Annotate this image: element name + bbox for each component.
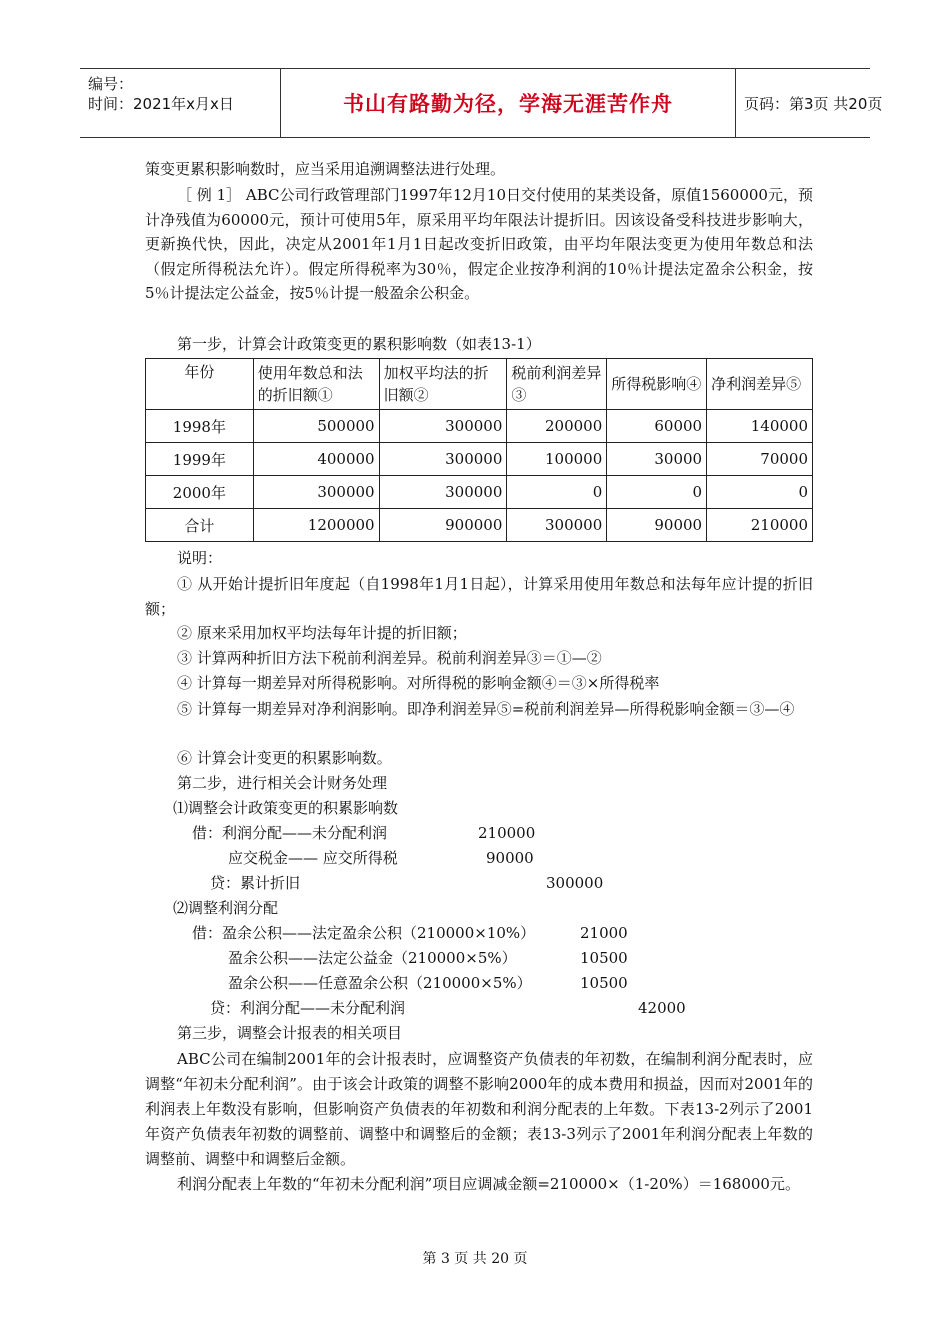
header-divider: [735, 69, 736, 137]
example-paragraph: ［ 例 1］ ABC公司行政管理部门1997年12月10日交付使用的某类设备，原值1560000元，预计净残值为60000元，预计可使用5年，原采用平均年限法计提折旧。因该设备受科技进步影响大，更新换代快，因此，决定从2001年1月1日起改变折旧政策，由平均年限法变更为使用年数总和法（假定所得税法允许）。假定所得税率为30％，假定企业按净利润的10％计提法定盈余公积金，按5％计提法定公益金，按5％计提一般盈余公积金。: [145, 186, 813, 302]
table-header-cell: 年份: [146, 359, 254, 410]
table-header-cell: 所得税影响④: [607, 359, 707, 410]
table-cell: 1999年: [146, 443, 254, 476]
journal-entry-label: 借：盈余公积——法定盈余公积（210000×10%）: [192, 924, 536, 942]
table-row: [146, 443, 813, 476]
table-cell: 300000: [253, 476, 379, 509]
note-item: ⑤ 计算每一期差异对净利润影响。即净利润差异⑤=税前利润差异—所得税影响金额＝③—④: [177, 700, 795, 718]
table-cell: 1998年: [146, 410, 254, 443]
page-footer: 第 3 页 共 20 页: [422, 1251, 528, 1267]
table-cell: 70000: [707, 443, 813, 476]
doc-code-label: 编号：: [88, 75, 134, 93]
note-item: ② 原来采用加权平均法每年计提的折旧额；: [177, 624, 467, 642]
journal-entry-amount: 10500: [580, 974, 628, 992]
body-line: 策变更累积影响数时，应当采用追溯调整法进行处理。: [145, 160, 506, 178]
note-item: ① 从开始计提折旧年度起（自1998年1月1日起），计算采用使用年数总和法每年应计提的折旧额；: [145, 575, 813, 618]
cumulative-effect-table: [145, 358, 813, 542]
table-cell: 1200000: [253, 509, 379, 542]
table-cell: 900000: [379, 509, 507, 542]
table-cell: 60000: [607, 410, 707, 443]
step-1-title: 第一步，计算会计政策变更的累积影响数（如表13-1）: [177, 335, 541, 353]
table-cell: 30000: [607, 443, 707, 476]
journal-entry-label: 应交税金—— 应交所得税: [228, 849, 398, 867]
table-cell: 0: [507, 476, 607, 509]
journal-entry-label: 盈余公积——法定公益金（210000×5%）: [228, 949, 517, 967]
doc-time-label: 时间：2021年x月x日: [88, 95, 234, 113]
table-cell: 300000: [379, 410, 507, 443]
table-cell: 200000: [507, 410, 607, 443]
table-cell: 2000年: [146, 476, 254, 509]
table-header-cell: 使用年数总和法的折旧额①: [253, 359, 379, 410]
notes-title: 说明：: [177, 549, 223, 567]
journal-entry-label: 贷：利润分配——未分配利润: [210, 999, 406, 1017]
journal-entry-label: 贷：累计折旧: [210, 874, 301, 892]
table-header-row: [146, 359, 813, 410]
journal-entry-amount: 42000: [638, 999, 686, 1017]
table-header-cell: 净利润差异⑤: [707, 359, 813, 410]
step-2-subtitle: ⑵调整利润分配: [173, 899, 279, 917]
table-header-cell: 加权平均法的折旧额②: [379, 359, 507, 410]
header-meta: [80, 69, 280, 137]
note-item: ⑥ 计算会计变更的积累影响数。: [177, 749, 392, 767]
table-cell: 90000: [607, 509, 707, 542]
table-cell: 210000: [707, 509, 813, 542]
journal-entry-amount: 10500: [580, 949, 628, 967]
header-page-info: 页码：第3页 共20页: [744, 95, 883, 113]
table-cell: 500000: [253, 410, 379, 443]
table-cell: 100000: [507, 443, 607, 476]
journal-entry-amount: 300000: [546, 874, 604, 892]
table-row: [146, 476, 813, 509]
table-header-cell: 税前利润差异③: [507, 359, 607, 410]
step-2-title: 第二步，进行相关会计财务处理: [177, 774, 388, 792]
table-cell: 合计: [146, 509, 254, 542]
header-motto: 书山有路勤为径，学海无涯苦作舟: [343, 92, 673, 116]
table-cell: 0: [607, 476, 707, 509]
note-item: ③ 计算两种折旧方法下税前利润差异。税前利润差异③＝①—②: [177, 649, 602, 667]
step-3-title: 第三步，调整会计报表的相关项目: [177, 1024, 403, 1042]
table-cell: 300000: [379, 476, 507, 509]
journal-entry-amount: 210000: [478, 824, 536, 842]
table-cell: 300000: [507, 509, 607, 542]
table-cell: 400000: [253, 443, 379, 476]
journal-entry-amount: 21000: [580, 924, 628, 942]
step-3-paragraph: 利润分配表上年数的“年初未分配利润”项目应调减金额=210000×（1-20%）＝168000元。: [177, 1175, 800, 1193]
table-cell: 0: [707, 476, 813, 509]
page-header: [80, 68, 883, 138]
step-2-subtitle: ⑴调整会计政策变更的积累影响数: [173, 799, 399, 817]
table-cell: 300000: [379, 443, 507, 476]
note-item: ④ 计算每一期差异对所得税影响。对所得税的影响金额④＝③×所得税率: [177, 674, 660, 692]
table-total-row: [146, 509, 813, 542]
journal-entry-amount: 90000: [486, 849, 534, 867]
journal-entry-label: 借：利润分配——未分配利润: [192, 824, 388, 842]
journal-entry-label: 盈余公积——任意盈余公积（210000×5%）: [228, 974, 532, 992]
step-3-paragraph: ABC公司在编制2001年的会计报表时，应调整资产负债表的年初数，在编制利润分配表时，应调整“年初未分配利润”。由于该会计政策的调整不影响2000年的成本费用和损益，因而对2001年的利润表上年数没有影响，但影响资产负债表的年初数和利润分配表的上年数。下表13-2列示了2001年资产负债表年初数的调整前、调整中和调整后的金额；表13-3列示了2001年利润分配表上年数的调整前、调整中和调整后金额。: [145, 1050, 813, 1168]
table-cell: 140000: [707, 410, 813, 443]
table-row: [146, 410, 813, 443]
